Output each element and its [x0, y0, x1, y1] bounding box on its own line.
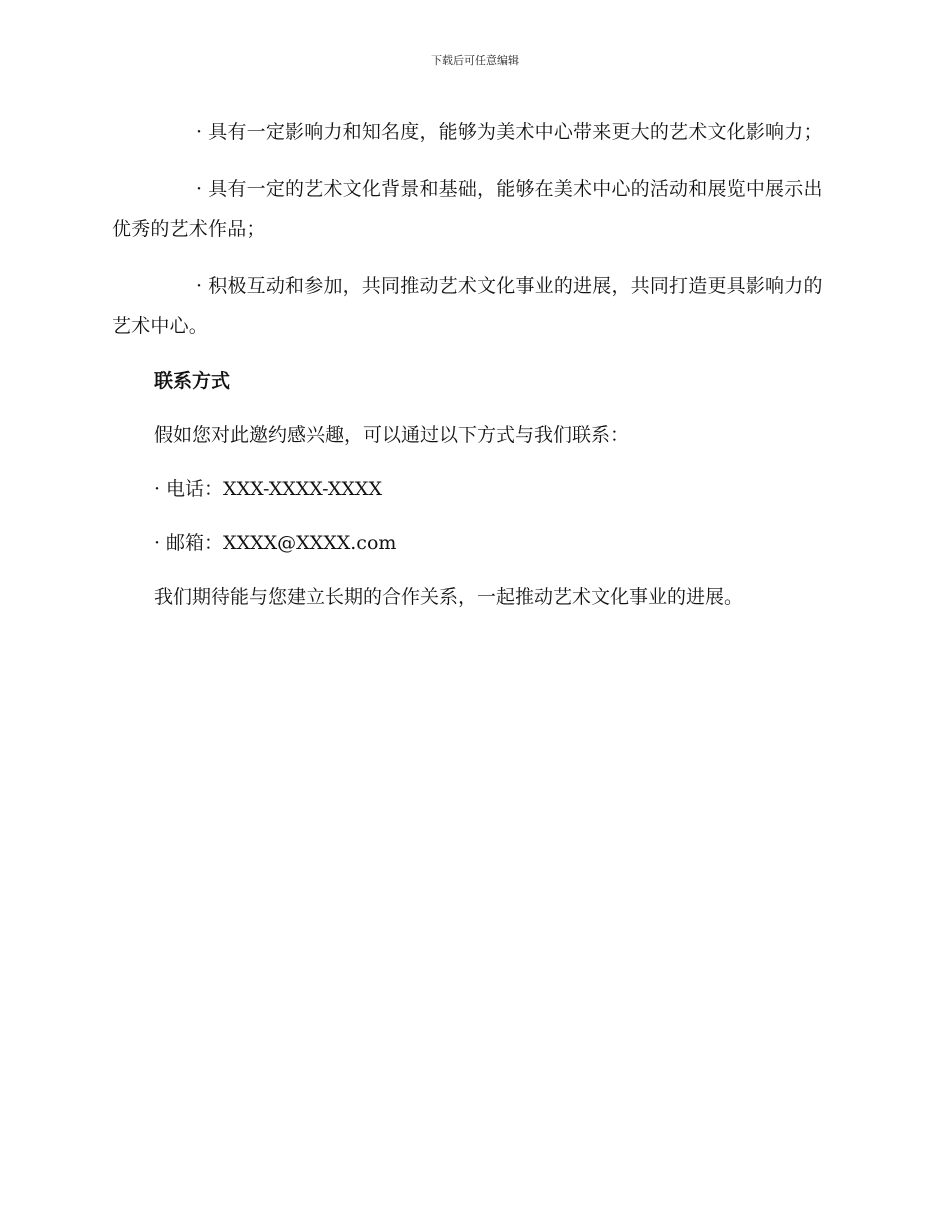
paragraph-text: 具有一定影响力和知名度，能够为美术中心带来更大的艺术文化影响力；: [208, 121, 823, 143]
contact-heading: 联系方式: [154, 370, 231, 392]
email-line: [112, 523, 824, 563]
bullet-dot: ·: [196, 121, 203, 143]
phone-text: 电话：XXX-XXXX-XXXX: [166, 478, 382, 500]
bullet-paragraph: [112, 112, 824, 152]
bullet-paragraph: [112, 266, 824, 346]
paragraph-text: 具有一定的艺术文化背景和基础，能够在美术中心的活动和展览中展示出优秀的艺术作品；: [112, 178, 823, 240]
document-body: [112, 112, 824, 617]
page-header: 下载后可任意编辑: [431, 54, 519, 67]
closing-paragraph: 我们期待能与您建立长期的合作关系，一起推动艺术文化事业的进展。: [154, 586, 744, 608]
phone-line: [112, 469, 824, 509]
paragraph-text: 积极互动和参加，共同推动艺术文化事业的进展，共同打造更具影响力的艺术中心。: [112, 275, 823, 337]
bullet-dot: ·: [154, 478, 161, 500]
bullet-paragraph: [112, 169, 824, 249]
bullet-dot: ·: [154, 532, 161, 554]
bullet-dot: ·: [196, 275, 203, 297]
bullet-dot: ·: [196, 178, 203, 200]
contact-intro: 假如您对此邀约感兴趣，可以通过以下方式与我们联系：: [154, 424, 630, 446]
email-text: 邮箱：XXXX@XXXX.com: [166, 532, 397, 554]
